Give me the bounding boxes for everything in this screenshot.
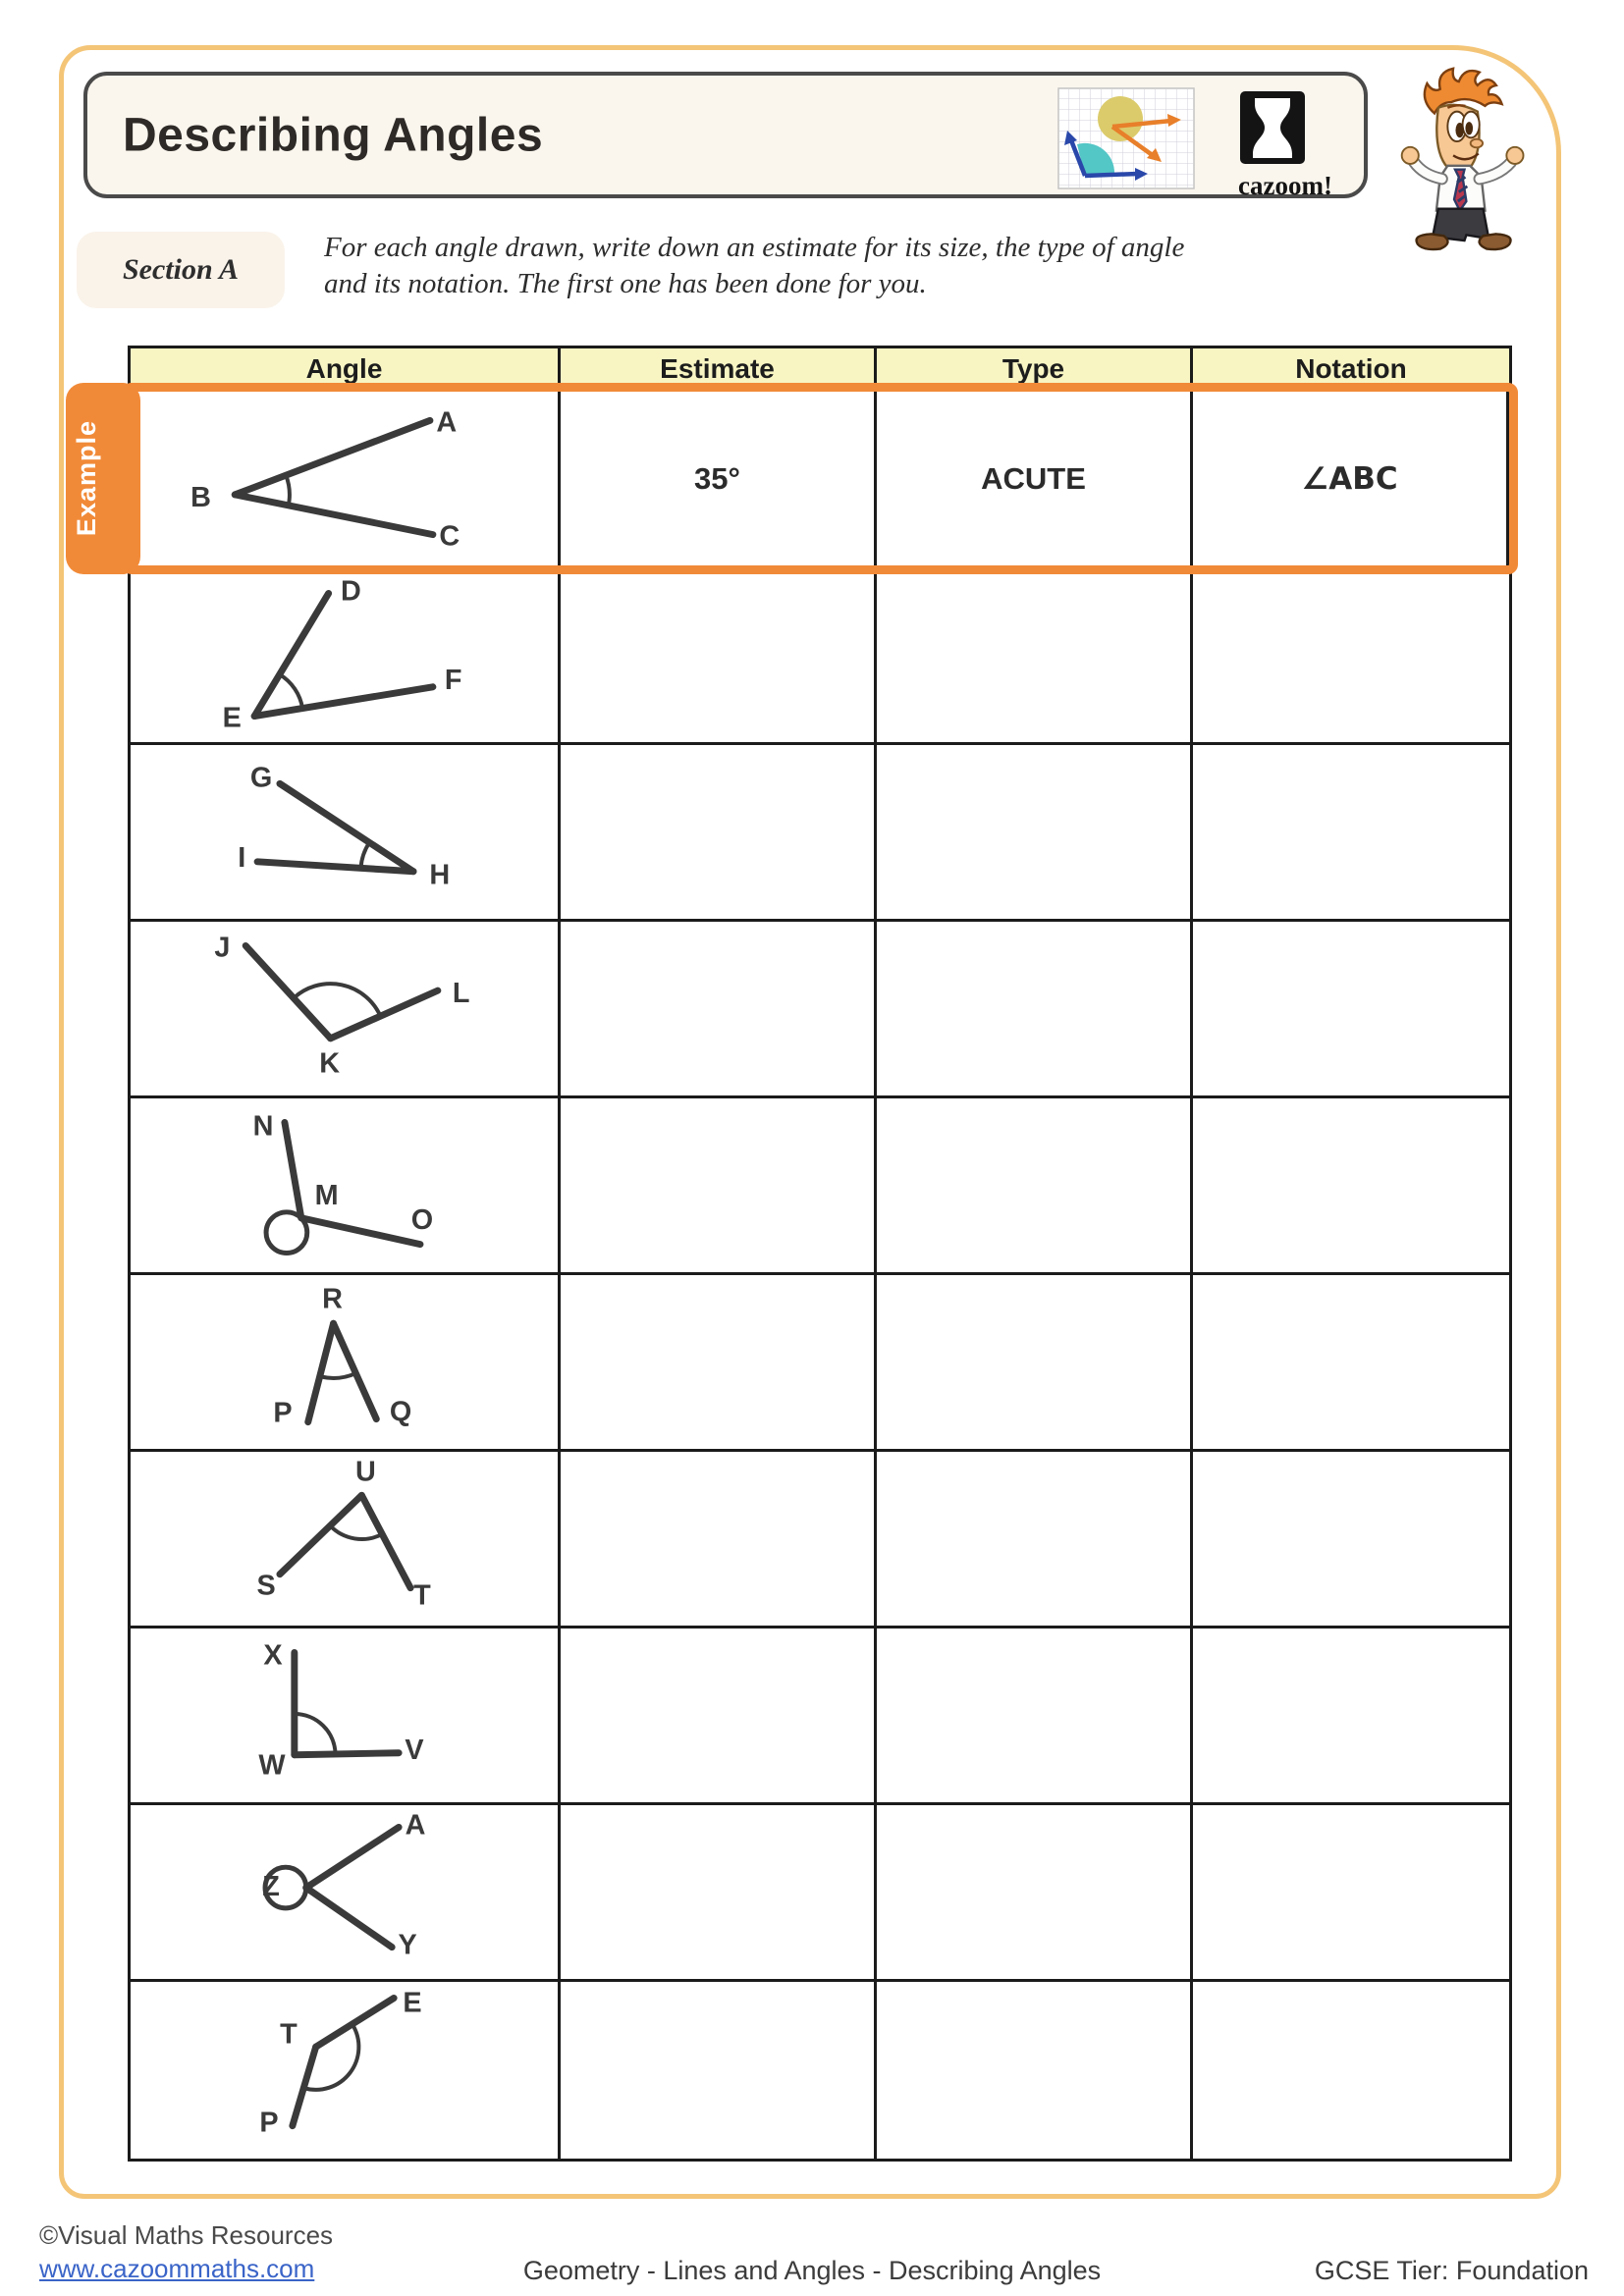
type-cell [877, 1805, 1193, 1979]
estimate-cell [561, 568, 877, 742]
angle-diagram-svg [131, 394, 558, 564]
notation-cell [1193, 1629, 1509, 1802]
table-row [131, 1629, 1509, 1805]
angle-diagram-svg [131, 1100, 558, 1271]
mascot-illustration [1398, 65, 1531, 261]
column-header: Type [877, 348, 1193, 389]
page-title: Describing Angles [123, 109, 544, 161]
angle-diagram-cell [131, 1629, 561, 1802]
notation-cell [1193, 568, 1509, 742]
angle-point-label: D [341, 574, 361, 607]
angle-diagram-svg [131, 924, 558, 1095]
angle-point-label: T [413, 1579, 431, 1612]
angle-point-label: I [238, 841, 246, 874]
angle-diagram-cell [131, 392, 561, 565]
angle-diagram-svg [131, 570, 558, 741]
estimate-cell [561, 1098, 877, 1272]
angle-point-label: N [252, 1109, 274, 1142]
angle-diagram-svg [131, 1277, 558, 1448]
type-cell [877, 745, 1193, 919]
estimate-cell [561, 745, 877, 919]
angle-point-label: U [354, 1455, 376, 1487]
angle-diagram-cell [131, 1452, 561, 1626]
cazoom-goblet-icon [1240, 91, 1305, 164]
type-cell [877, 1098, 1193, 1272]
angle-diagram-cell [131, 568, 561, 742]
section-a-label: Section A [77, 232, 285, 308]
angle-diagram-svg [131, 1807, 558, 1978]
table-row [131, 1098, 1509, 1275]
angle-point-label: A [405, 1808, 426, 1841]
angle-point-label: J [214, 931, 231, 963]
header [83, 72, 1368, 198]
angle-diagram-cell [131, 1098, 561, 1272]
angles-graph-icon [1057, 87, 1195, 189]
angle-point-label: E [222, 702, 242, 734]
angle-diagram-svg [131, 1985, 558, 2156]
estimate-cell: 35° [561, 392, 877, 565]
angle-point-label: V [405, 1734, 424, 1766]
type-cell [877, 568, 1193, 742]
angle-point-label: Z [262, 1870, 280, 1902]
angle-point-label: Y [398, 1929, 417, 1961]
notation-cell: ∠ABC [1193, 392, 1509, 565]
angle-point-label: G [249, 761, 273, 793]
estimate-cell [561, 1805, 877, 1979]
notation-cell [1193, 1982, 1509, 2159]
footer-tier: GCSE Tier: Foundation [1314, 2256, 1589, 2285]
notation-cell [1193, 1805, 1509, 1979]
table-body [72, 392, 1509, 2159]
cazoom-wordmark: cazoom! [1238, 171, 1332, 200]
example-tab [66, 383, 140, 574]
notation-cell [1193, 922, 1509, 1095]
example-row [72, 392, 1509, 568]
column-header: Angle [131, 348, 561, 389]
angle-point-label: O [410, 1203, 434, 1236]
angle-point-label: F [444, 664, 462, 696]
angle-point-label: K [319, 1047, 341, 1080]
table-row [131, 1805, 1509, 1982]
table-row [131, 922, 1509, 1098]
footer-topic: Geometry - Lines and Angles - Describing Angles [522, 2256, 1102, 2285]
footer-website-link[interactable]: www.cazoommaths.com [39, 2254, 315, 2283]
column-header: Estimate [561, 348, 877, 389]
angle-diagram-cell [131, 1805, 561, 1979]
angle-diagram-cell [131, 1982, 561, 2159]
cazoom-logo [1238, 91, 1332, 201]
angles-table [72, 346, 1512, 2162]
type-cell: ACUTE [877, 392, 1193, 565]
estimate-cell [561, 922, 877, 1095]
example-tab-label: Example [72, 420, 101, 537]
notation-cell [1193, 745, 1509, 919]
angle-point-label: C [439, 520, 460, 553]
angle-point-label: Q [389, 1396, 412, 1428]
angle-point-label: S [256, 1570, 276, 1602]
table-row [131, 1452, 1509, 1629]
column-header: Notation [1295, 353, 1407, 384]
angle-point-label: R [322, 1282, 343, 1314]
angle-point-label: P [259, 2107, 279, 2139]
instructions-line2: and its notation. The first one has been done for you. [324, 268, 927, 300]
estimate-cell [561, 1275, 877, 1449]
footer-copyright: ©Visual Maths Resources [39, 2220, 334, 2250]
angle-point-label: T [280, 2018, 298, 2051]
angle-point-label: W [258, 1749, 286, 1782]
angle-diagram-cell [131, 745, 561, 919]
type-cell [877, 1982, 1193, 2159]
type-cell [877, 922, 1193, 1095]
instructions [324, 230, 1384, 302]
angle-diagram-cell [131, 922, 561, 1095]
instructions-line1: For each angle drawn, write down an estimate for its size, the type of angle [324, 232, 1185, 263]
angle-diagram-cell [131, 1275, 561, 1449]
notation-cell [1193, 1452, 1509, 1626]
table-row [131, 568, 1509, 745]
angle-point-label: P [273, 1397, 293, 1429]
angle-diagram-svg [131, 1630, 558, 1801]
angle-diagram-svg [131, 1454, 558, 1625]
estimate-cell [561, 1452, 877, 1626]
angle-point-label: L [452, 977, 470, 1009]
table-row [131, 1982, 1509, 2159]
notation-cell [1193, 1098, 1509, 1272]
type-cell [877, 1275, 1193, 1449]
angle-point-label: X [263, 1638, 283, 1671]
angle-point-label: M [314, 1179, 339, 1211]
angle-point-label: H [429, 859, 451, 891]
type-cell [877, 1452, 1193, 1626]
table-row [131, 1275, 1509, 1452]
angle-point-label: E [403, 1987, 422, 2019]
angle-point-label: B [190, 481, 211, 513]
type-cell [877, 1629, 1193, 1802]
table-row [131, 745, 1509, 922]
angle-diagram-svg [131, 747, 558, 918]
angle-point-label: A [436, 405, 458, 438]
estimate-cell [561, 1629, 877, 1802]
estimate-cell [561, 1982, 877, 2159]
notation-cell [1193, 1275, 1509, 1449]
table-header-row [131, 348, 1509, 392]
